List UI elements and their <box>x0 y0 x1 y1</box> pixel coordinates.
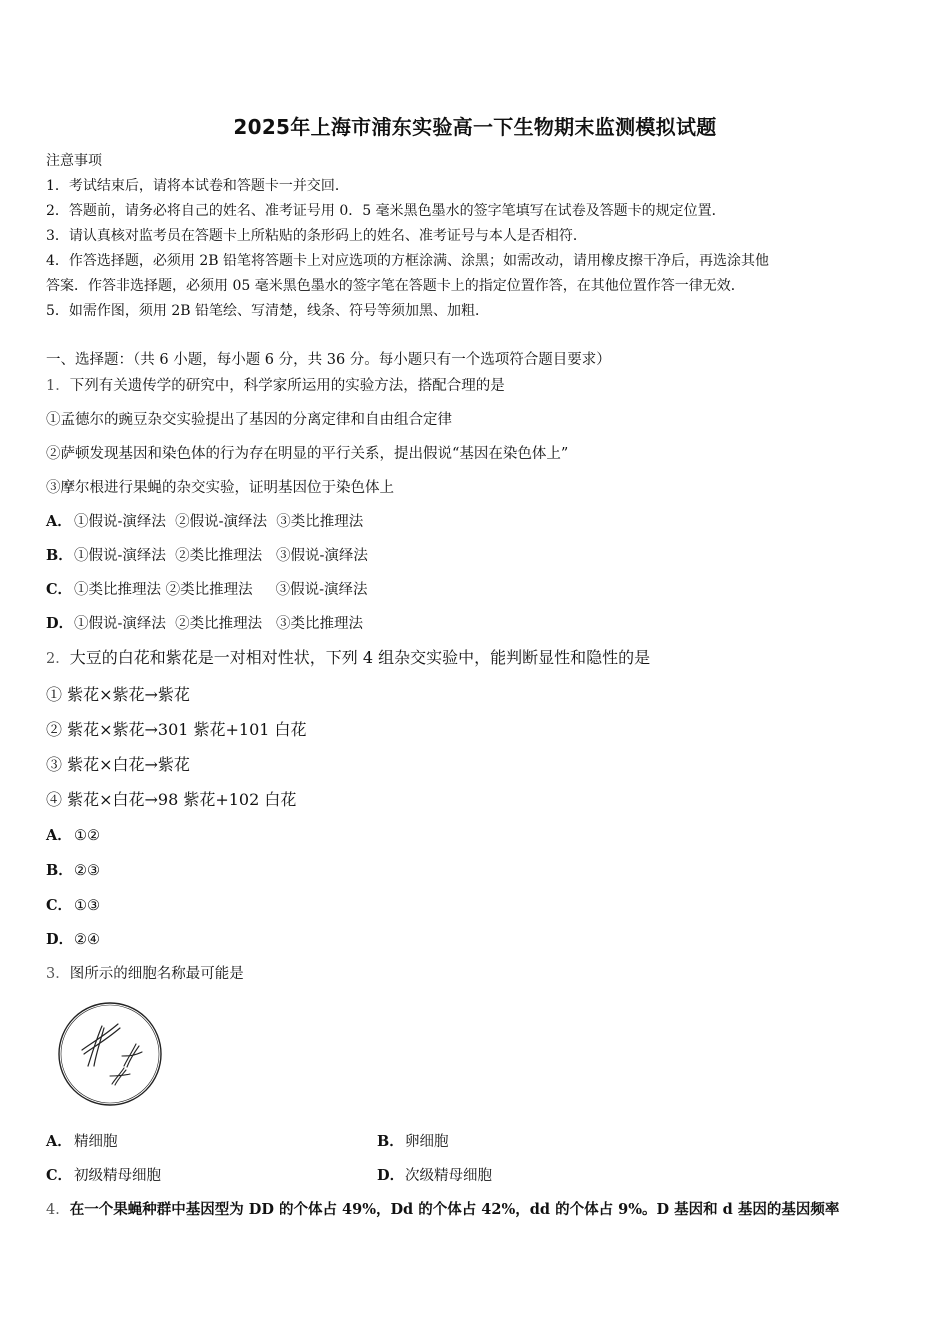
option-text: ①② <box>74 828 100 844</box>
option-text: ①类比推理法 ②类比推理法 ③假说-演绎法 <box>74 582 368 598</box>
option-label: B． <box>377 1133 404 1150</box>
section-header: 一、选择题：（共 6 小题，每小题 6 分，共 36 分。每小题只有一个选项符合题目要求） <box>46 352 611 368</box>
option-text: 精细胞 <box>74 1134 118 1150</box>
question-number: 2． <box>46 651 70 667</box>
q3-option-a[interactable] <box>46 1132 118 1152</box>
q3-option-b[interactable] <box>377 1132 449 1152</box>
notice-item: 5．如需作图，须用 2B 铅笔绘、写清楚，线条、符号等须加黑、加粗． <box>46 303 490 319</box>
chromosome-large <box>82 1024 120 1066</box>
question-2 <box>46 648 650 669</box>
question-text: 在一个果蝇种群中基因型为 DD 的个体占 49%，Dd 的个体占 42%，dd 的个体占 9%。D 基因和 d 基因的基因频率 <box>69 1201 840 1218</box>
q1-statement: ②萨顿发现基因和染色体的行为存在明显的平行关系，提出假说“基因在染色体上” <box>46 446 569 462</box>
option-text: ②③ <box>74 863 100 879</box>
option-label: B． <box>46 547 73 564</box>
cell-with-chromosomes-icon <box>54 1000 166 1110</box>
option-text: 卵细胞 <box>405 1134 449 1150</box>
notice-item: 1．考试结束后，请将本试卷和答题卡一并交回． <box>46 178 349 194</box>
option-text: ②④ <box>74 932 100 948</box>
option-label: C． <box>46 897 73 914</box>
option-label: A． <box>46 513 72 530</box>
option-text: ①③ <box>74 898 100 914</box>
option-label: D． <box>46 615 74 632</box>
q1-option-b[interactable] <box>46 546 368 566</box>
question-number: 4． <box>46 1202 70 1218</box>
notice-item: 4．作答选择题，必须用 2B 铅笔将答题卡上对应选项的方框涂满、涂黑；如需改动，请用橡皮擦干净后，再选涂其他 <box>46 253 769 269</box>
option-label: C． <box>46 1167 73 1184</box>
option-text: ①假说-演绎法 ②假说-演绎法 ③类比推理法 <box>74 514 364 530</box>
page-title: 2025年上海市浦东实验高一下生物期末监测模拟试题 <box>233 115 717 139</box>
q1-option-a[interactable] <box>46 512 363 532</box>
option-label: D． <box>377 1167 405 1184</box>
option-label: C． <box>46 581 73 598</box>
question-number: 1． <box>46 378 70 394</box>
cell-membrane-inner <box>61 1005 159 1103</box>
q2-statement: ① 紫花×紫花→紫花 <box>46 685 190 704</box>
chromosome-small-1 <box>122 1044 142 1067</box>
option-text: ①假说-演绎法 ②类比推理法 ③假说-演绎法 <box>74 548 368 564</box>
q1-statement: ①孟德尔的豌豆杂交实验提出了基因的分离定律和自由组合定律 <box>46 412 452 428</box>
notice-item: 答案．作答非选择题，必须用 05 毫米黑色墨水的签字笔在答题卡上的指定位置作答，在其他位置作答一律无效． <box>46 278 745 294</box>
q3-option-d[interactable] <box>377 1166 492 1186</box>
notice-item: 3．请认真核对监考员在答题卡上所粘贴的条形码上的姓名、准考证号与本人是否相符． <box>46 228 587 244</box>
question-1 <box>46 376 505 396</box>
q1-option-d[interactable] <box>46 614 363 634</box>
question-text: 下列有关遗传学的研究中，科学家所运用的实验方法，搭配合理的是 <box>69 378 505 394</box>
option-label: B． <box>46 862 73 879</box>
q2-option-c[interactable] <box>46 896 100 916</box>
option-label: D． <box>46 931 74 948</box>
question-text: 大豆的白花和紫花是一对相对性状，下列 4 组杂交实验中，能判断显性和隐性的是 <box>69 648 651 667</box>
q2-statement: ④ 紫花×白花→98 紫花+102 白花 <box>46 790 297 809</box>
option-text: 初级精母细胞 <box>74 1168 161 1184</box>
cell-membrane <box>59 1003 161 1105</box>
question-number: 3． <box>46 966 70 982</box>
q2-option-a[interactable] <box>46 826 100 846</box>
q2-statement: ② 紫花×紫花→301 紫花+101 白花 <box>46 720 307 739</box>
q2-option-b[interactable] <box>46 861 100 881</box>
option-label: A． <box>46 1133 72 1150</box>
notice-heading: 注意事项 <box>46 153 102 169</box>
option-label: A． <box>46 827 72 844</box>
q1-option-c[interactable] <box>46 580 368 600</box>
option-text: 次级精母细胞 <box>405 1168 492 1184</box>
notice-item: 2．答题前，请务必将自己的姓名、准考证号用 0．5 毫米黑色墨水的签字笔填写在试卷及答题卡的规定位置． <box>46 203 726 219</box>
q2-statement: ③ 紫花×白花→紫花 <box>46 755 190 774</box>
question-4 <box>46 1200 839 1220</box>
q3-option-c[interactable] <box>46 1166 161 1186</box>
question-3 <box>46 964 244 984</box>
option-text: ①假说-演绎法 ②类比推理法 ③类比推理法 <box>74 616 363 632</box>
q1-statement: ③摩尔根进行果蝇的杂交实验，证明基因位于染色体上 <box>46 480 394 496</box>
question-text: 图所示的细胞名称最可能是 <box>69 966 244 982</box>
q2-option-d[interactable] <box>46 930 100 950</box>
chromosome-small-2 <box>110 1068 130 1085</box>
